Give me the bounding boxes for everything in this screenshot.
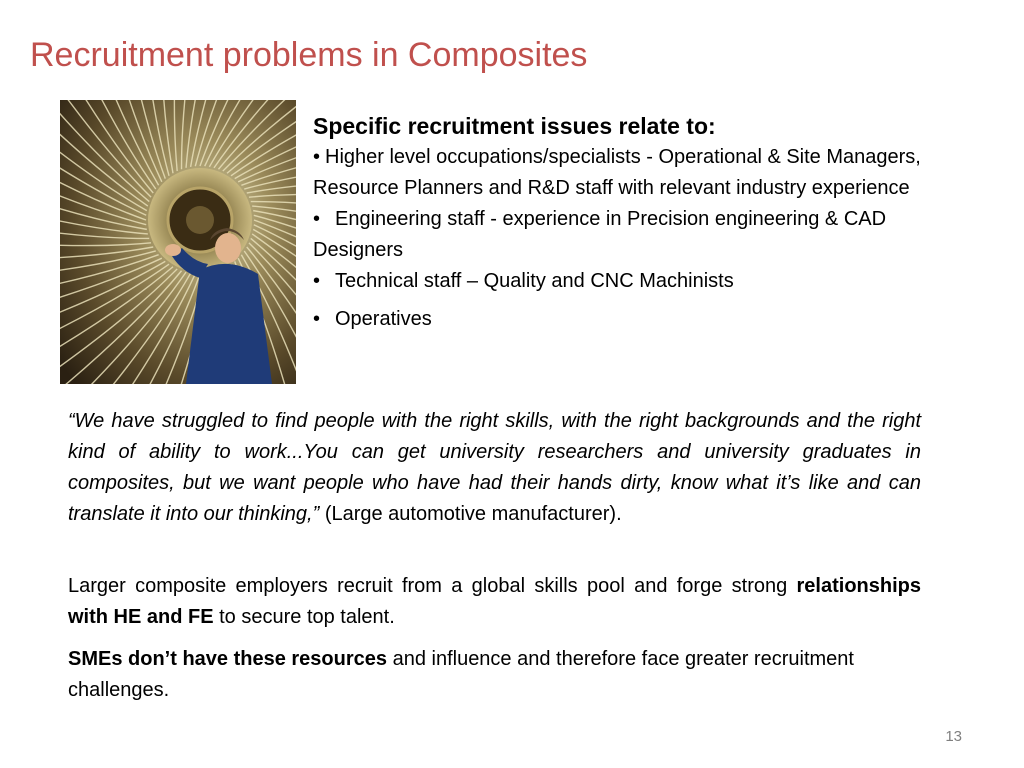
paragraph-text: and influence and therefore face greater recruitment challenges. bbox=[68, 648, 854, 701]
issue-item bbox=[313, 142, 953, 204]
issue-item bbox=[313, 204, 953, 266]
global-skills-paragraph bbox=[68, 571, 921, 633]
issue-text: Higher level occupations/specialists - Operational & Site Managers, Resource Planners and R&D staff with relevant industry experience bbox=[313, 146, 921, 199]
issues-heading: Specific recruitment issues relate to: bbox=[313, 113, 716, 139]
paragraph-text: to secure top talent. bbox=[213, 606, 395, 628]
bullet-icon: • bbox=[313, 308, 321, 330]
slide-title: Recruitment problems in Composites bbox=[30, 36, 588, 74]
bullet-icon: • bbox=[313, 146, 321, 168]
recruitment-issues bbox=[313, 110, 953, 335]
issue-item bbox=[313, 266, 953, 297]
quote-attribution: (Large automotive manufacturer). bbox=[324, 503, 622, 525]
turbine-engine-photo bbox=[60, 100, 296, 384]
issue-text: Engineering staff - experience in Precision engineering & CAD Designers bbox=[313, 208, 887, 261]
sme-paragraph bbox=[68, 644, 921, 706]
paragraph-bold-text: SMEs don’t have these resources bbox=[68, 648, 388, 670]
paragraph-bold-text: relationships with HE and FE bbox=[68, 575, 921, 628]
bullet-icon: • bbox=[313, 270, 321, 292]
bullet-icon: • bbox=[313, 208, 321, 230]
issue-text: Operatives bbox=[335, 308, 432, 330]
page-number: 13 bbox=[945, 728, 962, 745]
issue-item bbox=[313, 304, 953, 335]
manufacturer-quote bbox=[68, 406, 921, 530]
issue-text: Technical staff – Quality and CNC Machinists bbox=[335, 270, 734, 292]
quote-text: “We have struggled to find people with the right skills, with the right backgrounds and the right kind of ability to work...You can get university researchers and university graduates in composites, but we want people who have had their hands dirty, know what it’s like and can translate it into our thinking,” bbox=[68, 410, 921, 525]
paragraph-text: Larger composite employers recruit from a global skills pool and forge strong bbox=[68, 575, 797, 597]
